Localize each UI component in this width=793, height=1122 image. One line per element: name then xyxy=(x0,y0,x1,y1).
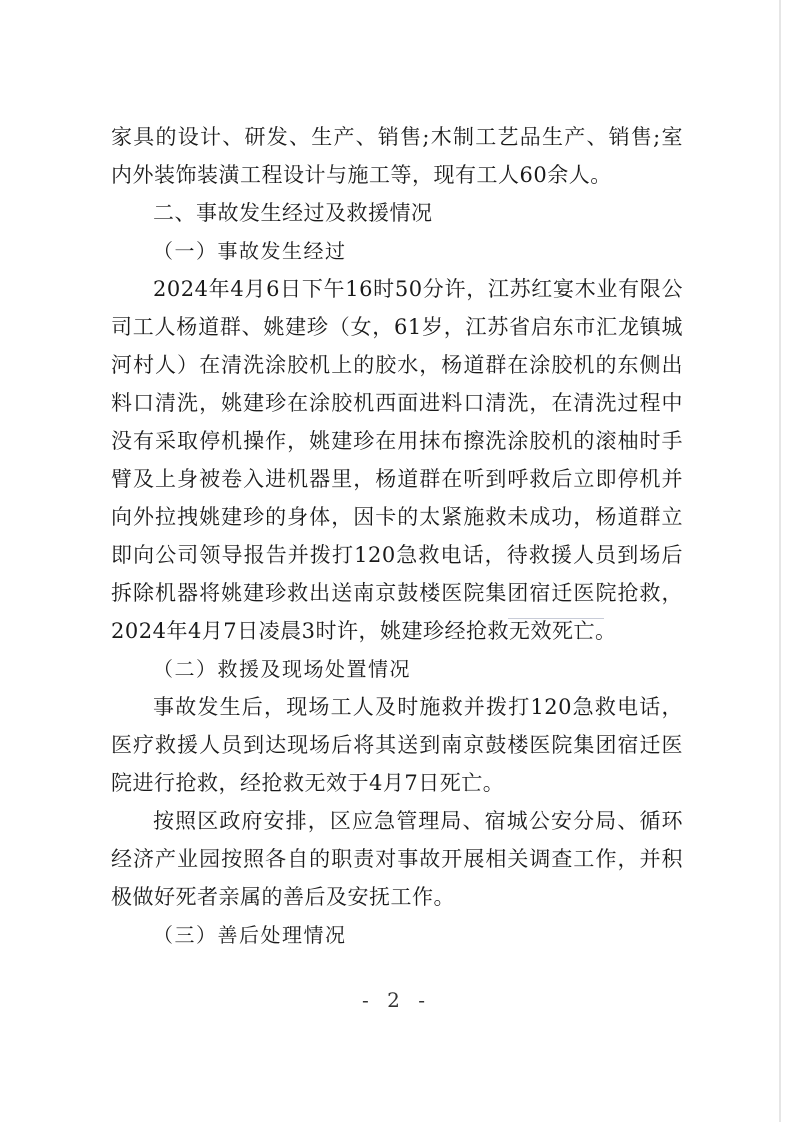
paragraph-investigation: 按照区政府安排，区应急管理局、宿城公安分局、循环经济产业园按照各自的职责对事故开展相关调查工作，并积极做好死者亲属的善后及安抚工作。 xyxy=(111,809,683,909)
page-number: - 2 - xyxy=(362,988,431,1012)
subsection-heading-1: （一）事故发生经过 xyxy=(153,239,347,263)
document-body xyxy=(111,118,683,954)
paragraph-continuation: 家具的设计、研发、生产、销售;木制工艺品生产、销售;室内外装饰装潢工程设计与施工等，现有工人60余人。 xyxy=(111,125,683,187)
paragraph-rescue: 事故发生后，现场工人及时施救并拨打120急救电话，医疗救援人员到达现场后将其送到南京鼓楼医院集团宿迁医院进行抢救，经抢救无效于4月7日死亡。 xyxy=(111,695,683,795)
paragraph-accident-process: 2024年4月6日下午16时50分许，江苏红宴木业有限公司工人杨道群、姚建珍（女，61岁，江苏省启东市汇龙镇城河村人）在清洗涂胶机上的胶水，杨道群在涂胶机的东侧出料口清洗，姚建珍在涂胶机西面进料口清洗，在清洗过程中没有采取停机操作，姚建珍在用抹布擦洗涂胶机的滚柚时手臂及上身被卷入进机器里，杨道群在听到呼救后立即停机并向外拉拽姚建珍的身体，因卡的太紧施救未成功，杨道群立即向公司领导报告并拨打120急救电话，待救援人员到场后拆除机器将姚建珍救出送南京鼓楼医院集团宿迁医院抢救，2024年4月7日凌晨3时许，姚建珍经抢救无效死亡。 xyxy=(111,277,683,643)
subsection-heading-3: （三）善后处理情况 xyxy=(153,923,347,947)
section-heading-2: 二、事故发生经过及救援情况 xyxy=(153,201,433,225)
subsection-heading-2: （二）救援及现场处置情况 xyxy=(153,657,411,681)
scan-edge-line xyxy=(779,0,781,1122)
